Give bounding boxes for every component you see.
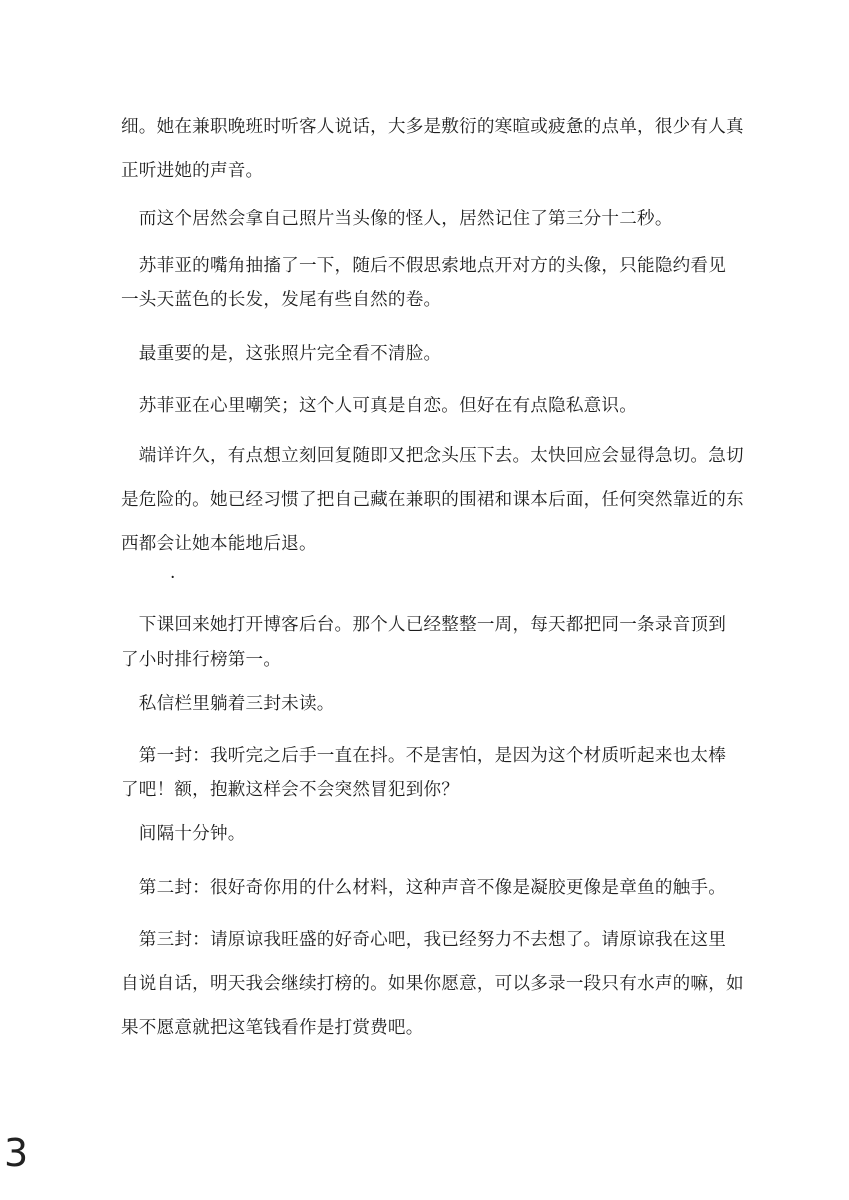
text-line: 端详许久，有点想立刻回复随即又把念头压下去。太快回应会显得急切。急切 <box>121 446 744 466</box>
text-line: 果不愿意就把这笔钱看作是打赏费吧。 <box>121 1018 424 1038</box>
text-line: 了小时排行榜第一。 <box>121 650 282 670</box>
text-line: 苏菲亚在心里嘲笑；这个人可真是自恋。但好在有点隐私意识。 <box>121 396 638 416</box>
text-line: 苏菲亚的嘴角抽搐了一下，随后不假思索地点开对方的头像，只能隐约看见 <box>121 256 726 276</box>
text-line: 一头天蓝色的长发，发尾有些自然的卷。 <box>121 290 442 310</box>
text-line: 正听进她的声音。 <box>121 161 264 181</box>
text-line: 第一封：我听完之后手一直在抖。不是害怕，是因为这个材质听起来也太棒 <box>121 746 726 766</box>
text-line: 间隔十分钟。 <box>121 824 246 844</box>
section-separator: · <box>170 568 176 588</box>
text-line: 私信栏里躺着三封未读。 <box>121 694 335 714</box>
text-line: 而这个居然会拿自己照片当头像的怪人，居然记住了第三分十二秒。 <box>121 209 673 229</box>
text-line: 细。她在兼职晚班时听客人说话，大多是敷衍的寒暄或疲惫的点单，很少有人真 <box>121 117 744 137</box>
text-line: 西都会让她本能地后退。 <box>121 534 317 554</box>
text-line: 下课回来她打开博客后台。那个人已经整整一周，每天都把同一条录音顶到 <box>121 615 726 635</box>
text-line: 了吧！额，抱歉这样会不会突然冒犯到你？ <box>121 780 460 800</box>
page-number: 3 <box>4 1131 29 1175</box>
text-line: 自说自话，明天我会继续打榜的。如果你愿意，可以多录一段只有水声的嘛，如 <box>121 974 744 994</box>
text-line: 最重要的是，这张照片完全看不清脸。 <box>121 344 442 364</box>
text-line: 第二封：很好奇你用的什么材料，这种声音不像是凝胶更像是章鱼的触手。 <box>121 878 726 898</box>
text-line: 第三封：请原谅我旺盛的好奇心吧，我已经努力不去想了。请原谅我在这里 <box>121 930 726 950</box>
text-line: 是危险的。她已经习惯了把自己藏在兼职的围裙和课本后面，任何突然靠近的东 <box>121 490 744 510</box>
